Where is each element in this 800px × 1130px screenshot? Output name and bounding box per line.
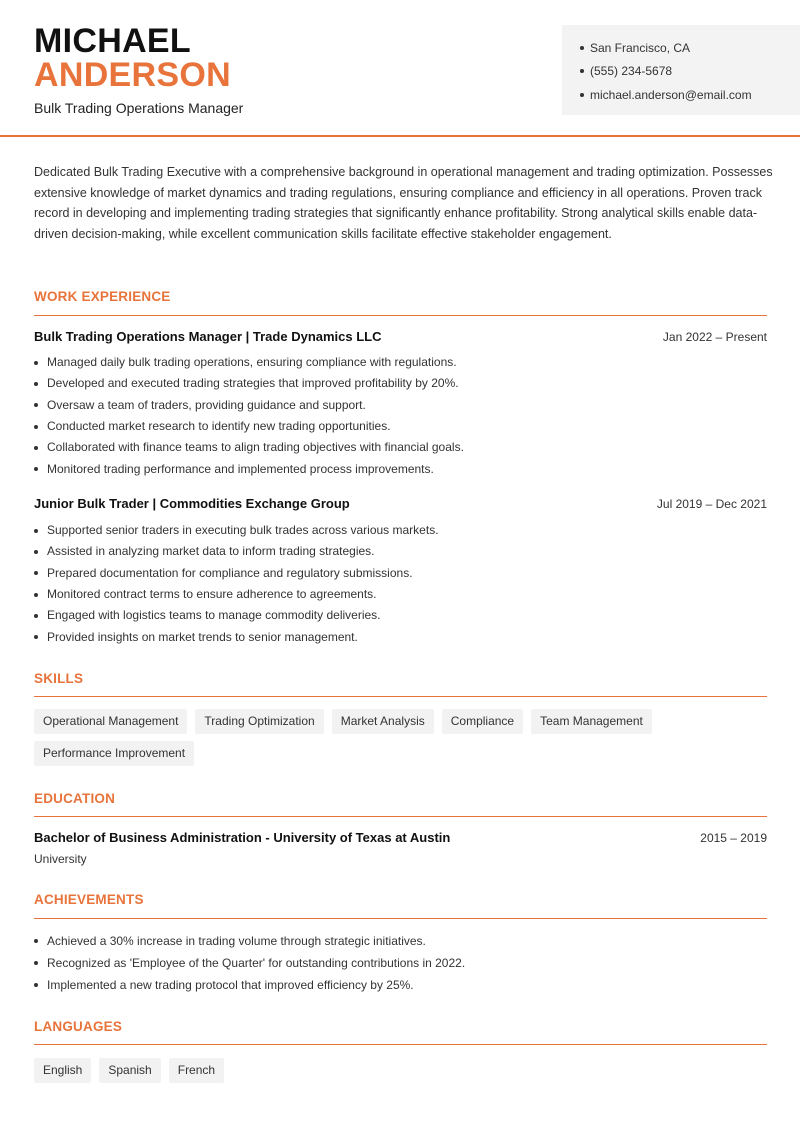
list-item-text: Monitored contract terms to ensure adherence to agreements. — [47, 587, 377, 602]
list-item — [34, 974, 767, 996]
list-item — [34, 626, 767, 647]
resume-header — [0, 0, 800, 137]
skill-tag: Performance Improvement — [34, 741, 194, 766]
list-item — [34, 541, 767, 562]
list-item-text: Prepared documentation for compliance and regulatory submissions. — [47, 565, 413, 580]
section-divider — [34, 696, 767, 697]
skill-tag: Trading Optimization — [195, 709, 323, 734]
job-bullets — [34, 520, 767, 648]
list-item — [34, 584, 767, 605]
list-item — [34, 416, 767, 437]
list-item-text: Assisted in analyzing market data to inform trading strategies. — [47, 544, 375, 559]
bullet-icon — [34, 425, 38, 429]
list-item-text: Recognized as 'Employee of the Quarter' for outstanding contributions in 2022. — [47, 955, 466, 970]
contact-box — [562, 25, 800, 115]
skill-tag: Operational Management — [34, 709, 187, 734]
language-tags — [34, 1058, 767, 1090]
list-item — [34, 563, 767, 584]
list-item-text: Supported senior traders in executing bulk trades across various markets. — [47, 523, 439, 538]
skill-tag: Market Analysis — [332, 709, 434, 734]
bullet-icon — [580, 46, 584, 50]
section-divider — [34, 918, 767, 919]
list-item — [34, 458, 767, 479]
language-tag: French — [169, 1058, 224, 1083]
list-item — [34, 395, 767, 416]
bullet-icon — [34, 467, 38, 471]
bullet-icon — [34, 403, 38, 407]
bullet-icon — [580, 69, 584, 73]
language-tag: English — [34, 1058, 91, 1083]
bullet-icon — [34, 446, 38, 450]
job-dates: Jan 2022 – Present — [662, 329, 767, 344]
institution-type: University — [34, 852, 87, 866]
list-item — [34, 437, 767, 458]
education-dates: 2015 – 2019 — [700, 830, 767, 845]
job-title: Bulk Trading Operations Manager — [34, 100, 244, 116]
bullet-icon — [580, 93, 584, 97]
bullet-icon — [34, 614, 38, 618]
section-divider — [34, 1044, 767, 1045]
list-item-text: Oversaw a team of traders, providing guidance and support. — [47, 397, 366, 412]
list-item-text: Implemented a new trading protocol that improved efficiency by 25%. — [47, 977, 414, 992]
list-item — [34, 520, 767, 541]
list-item-text: Collaborated with finance teams to align trading objectives with financial goals. — [47, 440, 464, 455]
job-header — [34, 329, 767, 344]
list-item-text: Developed and executed trading strategies that improved profitability by 20%. — [47, 376, 459, 391]
education-heading: EDUCATION — [34, 791, 116, 806]
skill-tag: Compliance — [442, 709, 523, 734]
last-name: ANDERSON — [34, 56, 231, 94]
skills-tags — [34, 709, 767, 773]
first-name: MICHAEL — [34, 22, 191, 60]
list-item — [34, 952, 767, 974]
section-divider — [34, 816, 767, 817]
list-item-text: Monitored trading performance and implemented process improvements. — [47, 461, 434, 476]
bullet-icon — [34, 961, 38, 965]
list-item — [34, 605, 767, 626]
contact-email-text[interactable]: michael.anderson@email.com — [590, 87, 752, 102]
contact-location-text: San Francisco, CA — [590, 40, 691, 55]
bullet-icon — [34, 550, 38, 554]
section-divider — [34, 315, 767, 316]
bullet-icon — [34, 382, 38, 386]
contact-phone-text: (555) 234-5678 — [590, 64, 673, 79]
list-item-text: Managed daily bulk trading operations, ensuring compliance with regulations. — [47, 355, 457, 370]
work-experience-heading: WORK EXPERIENCE — [34, 289, 171, 304]
languages-heading: LANGUAGES — [34, 1019, 123, 1034]
bullet-icon — [34, 593, 38, 597]
bullet-icon — [34, 635, 38, 639]
bullet-icon — [34, 983, 38, 987]
contact-phone — [580, 60, 800, 84]
skill-tag: Team Management — [531, 709, 652, 734]
job-header — [34, 496, 767, 511]
education-header — [34, 830, 767, 845]
job-role: Bulk Trading Operations Manager | Trade Dynamics LLC — [34, 329, 382, 344]
bullet-icon — [34, 939, 38, 943]
list-item-text: Achieved a 30% increase in trading volume through strategic initiatives. — [47, 933, 426, 948]
job-dates: Jul 2019 – Dec 2021 — [656, 496, 767, 511]
contact-email[interactable] — [580, 83, 800, 107]
achievements-list — [34, 930, 767, 996]
list-item — [34, 930, 767, 952]
degree: Bachelor of Business Administration - University of Texas at Austin — [34, 830, 451, 845]
skills-heading: SKILLS — [34, 671, 84, 686]
job-bullets — [34, 352, 767, 480]
list-item — [34, 352, 767, 373]
achievements-heading: ACHIEVEMENTS — [34, 892, 144, 907]
contact-location — [580, 36, 800, 60]
list-item-text: Conducted market research to identify new trading opportunities. — [47, 419, 391, 434]
bullet-icon — [34, 529, 38, 533]
language-tag: Spanish — [99, 1058, 160, 1083]
job-role: Junior Bulk Trader | Commodities Exchange Group — [34, 496, 350, 511]
bullet-icon — [34, 361, 38, 365]
bullet-icon — [34, 571, 38, 575]
list-item — [34, 373, 767, 394]
professional-summary: Dedicated Bulk Trading Executive with a comprehensive background in operational management and trading optimization. Possesses extensive knowledge of market dynamics and trading regulations, ensuring compliance and efficiency in all operations. Proven track record in developing and implementing trading strategies that significantly enhance profitability. Strong analytical skills enable data-driven decision-making, while excellent communication skills facilitate effective stakeholder engagement. — [34, 165, 773, 241]
list-item-text: Engaged with logistics teams to manage commodity deliveries. — [47, 608, 381, 623]
list-item-text: Provided insights on market trends to senior management. — [47, 629, 358, 644]
